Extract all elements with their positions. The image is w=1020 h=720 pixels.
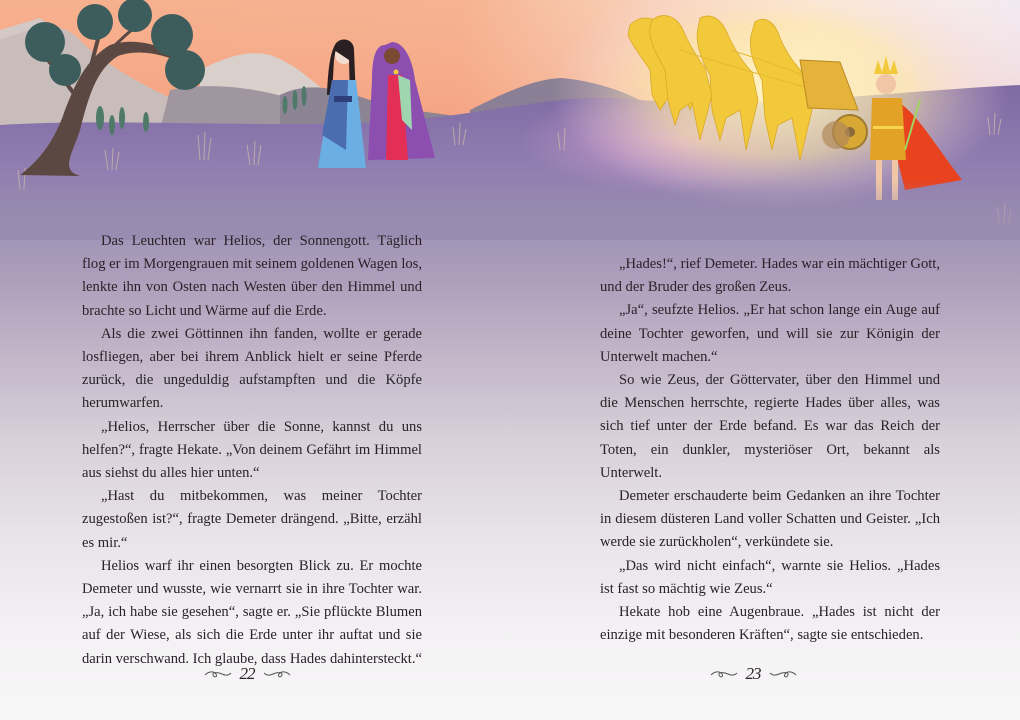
flourish-right-icon <box>769 668 797 680</box>
paragraph: Helios warf ihr einen besorgten Blick zu. Er mochte Demeter und wusste, wie vernarrt sie in ihre Tochter war. „Ja, ich habe sie gesehen“, sagte er. „Sie pflückte Blumen auf der Wiese, als sich die Erde unter ihr auftat und sie darin verschwand. Ich glaube, dass Hades dahintersteckt.“ <box>82 557 422 667</box>
page-number-left <box>0 664 502 684</box>
flourish-left-icon <box>204 668 232 680</box>
paragraph: So wie Zeus, der Göttervater, über den Himmel und die Menschen herrschte, regierte Hades über alles, was sich tief unter der Erde befand. Es war das Reich der Toten, ein dunkler, mysteriöser Ort, bekannt als Unterwelt. <box>600 372 940 481</box>
paragraph: „Hast du mitbekommen, was meiner Tochter zugestoßen ist?“, fragte Demeter drängend. „Bitte, erzähl es mir.“ <box>82 488 422 551</box>
page-number: 22 <box>239 664 255 683</box>
paragraph: „Hades!“, rief Demeter. Hades war ein mächtiger Gott, und der Bruder des großen Zeus. <box>600 256 940 296</box>
paragraph: Das Leuchten war Helios, der Sonnengott. Täglich flog er im Morgengrauen mit seinem goldenen Wagen los, lenkte ihn von Osten nach Westen über den Himmel und brachte so Licht und Wärme auf die Erde. <box>82 233 422 319</box>
paragraph: „Das wird nicht einfach“, warnte sie Helios. „Hades ist fast so mächtig wie Zeus.“ <box>600 557 940 597</box>
page-number: 23 <box>745 664 761 683</box>
paragraph: „Helios, Herrscher über die Sonne, kannst du uns helfen?“, fragte Hekate. „Von deinem Gefährt im Himmel aus siehst du alles hier unten.“ <box>82 418 422 482</box>
right-page-text <box>600 253 940 647</box>
paragraph: Demeter erschauderte beim Gedanken an ihre Tochter in diesem düsteren Land voller Schatten und Geister. „Ich werde sie zurückholen“, verkündete sie. <box>600 488 940 551</box>
left-page-text <box>82 230 422 671</box>
flourish-left-icon <box>710 668 738 680</box>
page-number-right <box>498 664 1008 684</box>
right-page <box>510 0 1020 720</box>
paragraph: „Ja“, seufzte Helios. „Er hat schon lange ein Auge auf deine Tochter geworfen, und will sie zur Königin der Unterwelt machen.“ <box>600 302 940 365</box>
paragraph: Als die zwei Göttinnen ihn fanden, wollte er gerade losfliegen, aber bei ihrem Anblick hielt er seine Pferde zurück, die ungeduldig aufstampften und die Köpfe herumwarfen. <box>82 325 422 412</box>
paragraph: Hekate hob eine Augenbraue. „Hades ist nicht der einzige mit besonderen Kräften“, sagte sie entschieden. <box>600 604 940 644</box>
flourish-right-icon <box>263 668 291 680</box>
